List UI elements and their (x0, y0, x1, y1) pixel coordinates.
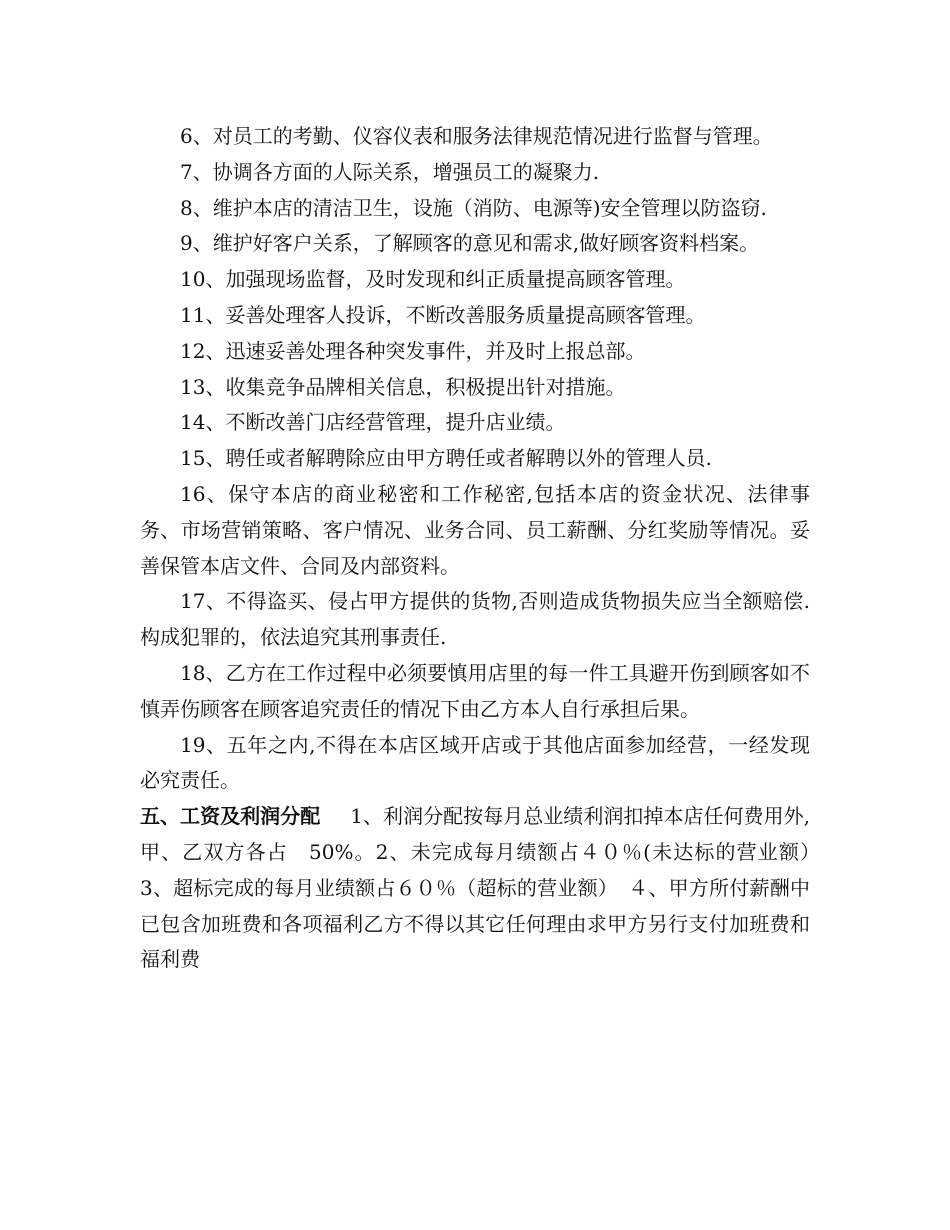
clause-11: 11、妥善处理客人投诉，不断改善服务质量提高顾客管理。 (180, 302, 706, 327)
clause-8: 8、维护本店的清洁卫生，设施（消防、电源等)安全管理以防盗窃. (180, 195, 767, 220)
section-5-title: 五、工资及利润分配 (140, 804, 321, 829)
section-5 (140, 799, 850, 978)
clause-7: 7、协调各方面的人际关系，增强员工的凝聚力. (180, 159, 600, 184)
clause-10: 10、加强现场监督，及时发现和纠正质量提高顾客管理。 (180, 267, 686, 292)
section-5-body: 1、利润分配按每月总业绩利润扣掉本店任何费用外,甲、乙双方各占 50%。2、未完成每月绩额占４０％(未达标的营业额） 3、超标完成的每月业绩额占６０％（超标的营业额） ４、甲方所付薪酬中已包含加班费和各项福利乙方不得以其它任何理由求甲方另行支付加班费和福利费 (140, 804, 850, 972)
clause-18: 18、乙方在工作过程中必须要慎用店里的每一件工具避开伤到顾客如不慎弄伤顾客在顾客追究责任的情况下由乙方本人自行承担后果。 (140, 660, 810, 721)
clause-16: 16、保守本店的商业秘密和工作秘密,包括本店的资金状况、法律事务、市场营销策略、客户情况、业务合同、员工薪酬、分红奖励等情况。妥善保管本店文件、合同及内部资料。 (140, 481, 810, 578)
clause-14: 14、不断改善门店经营管理，提升店业绩。 (180, 410, 566, 435)
clause-15: 15、聘任或者解聘除应由甲方聘任或者解聘以外的管理人员. (180, 446, 712, 471)
clause-9: 9、维护好客户关系，了解顾客的意见和需求,做好顾客资料档案。 (180, 231, 760, 256)
clause-12: 12、迅速妥善处理各种突发事件，并及时上报总部。 (180, 338, 646, 363)
clause-17: 17、不得盗买、侵占甲方提供的货物,否则造成货物损失应当全额赔偿.构成犯罪的，依法追究其刑事责任. (140, 589, 810, 650)
clause-6: 6、对员工的考勤、仪容仪表和服务法律规范情况进行监督与管理。 (180, 124, 773, 148)
clause-13: 13、收集竞争品牌相关信息，积极提出针对措施。 (180, 374, 626, 399)
document-body (140, 119, 850, 978)
clause-19: 19、五年之内,不得在本店区域开店或于其他店面参加经营，一经发现必究责任。 (140, 732, 810, 793)
